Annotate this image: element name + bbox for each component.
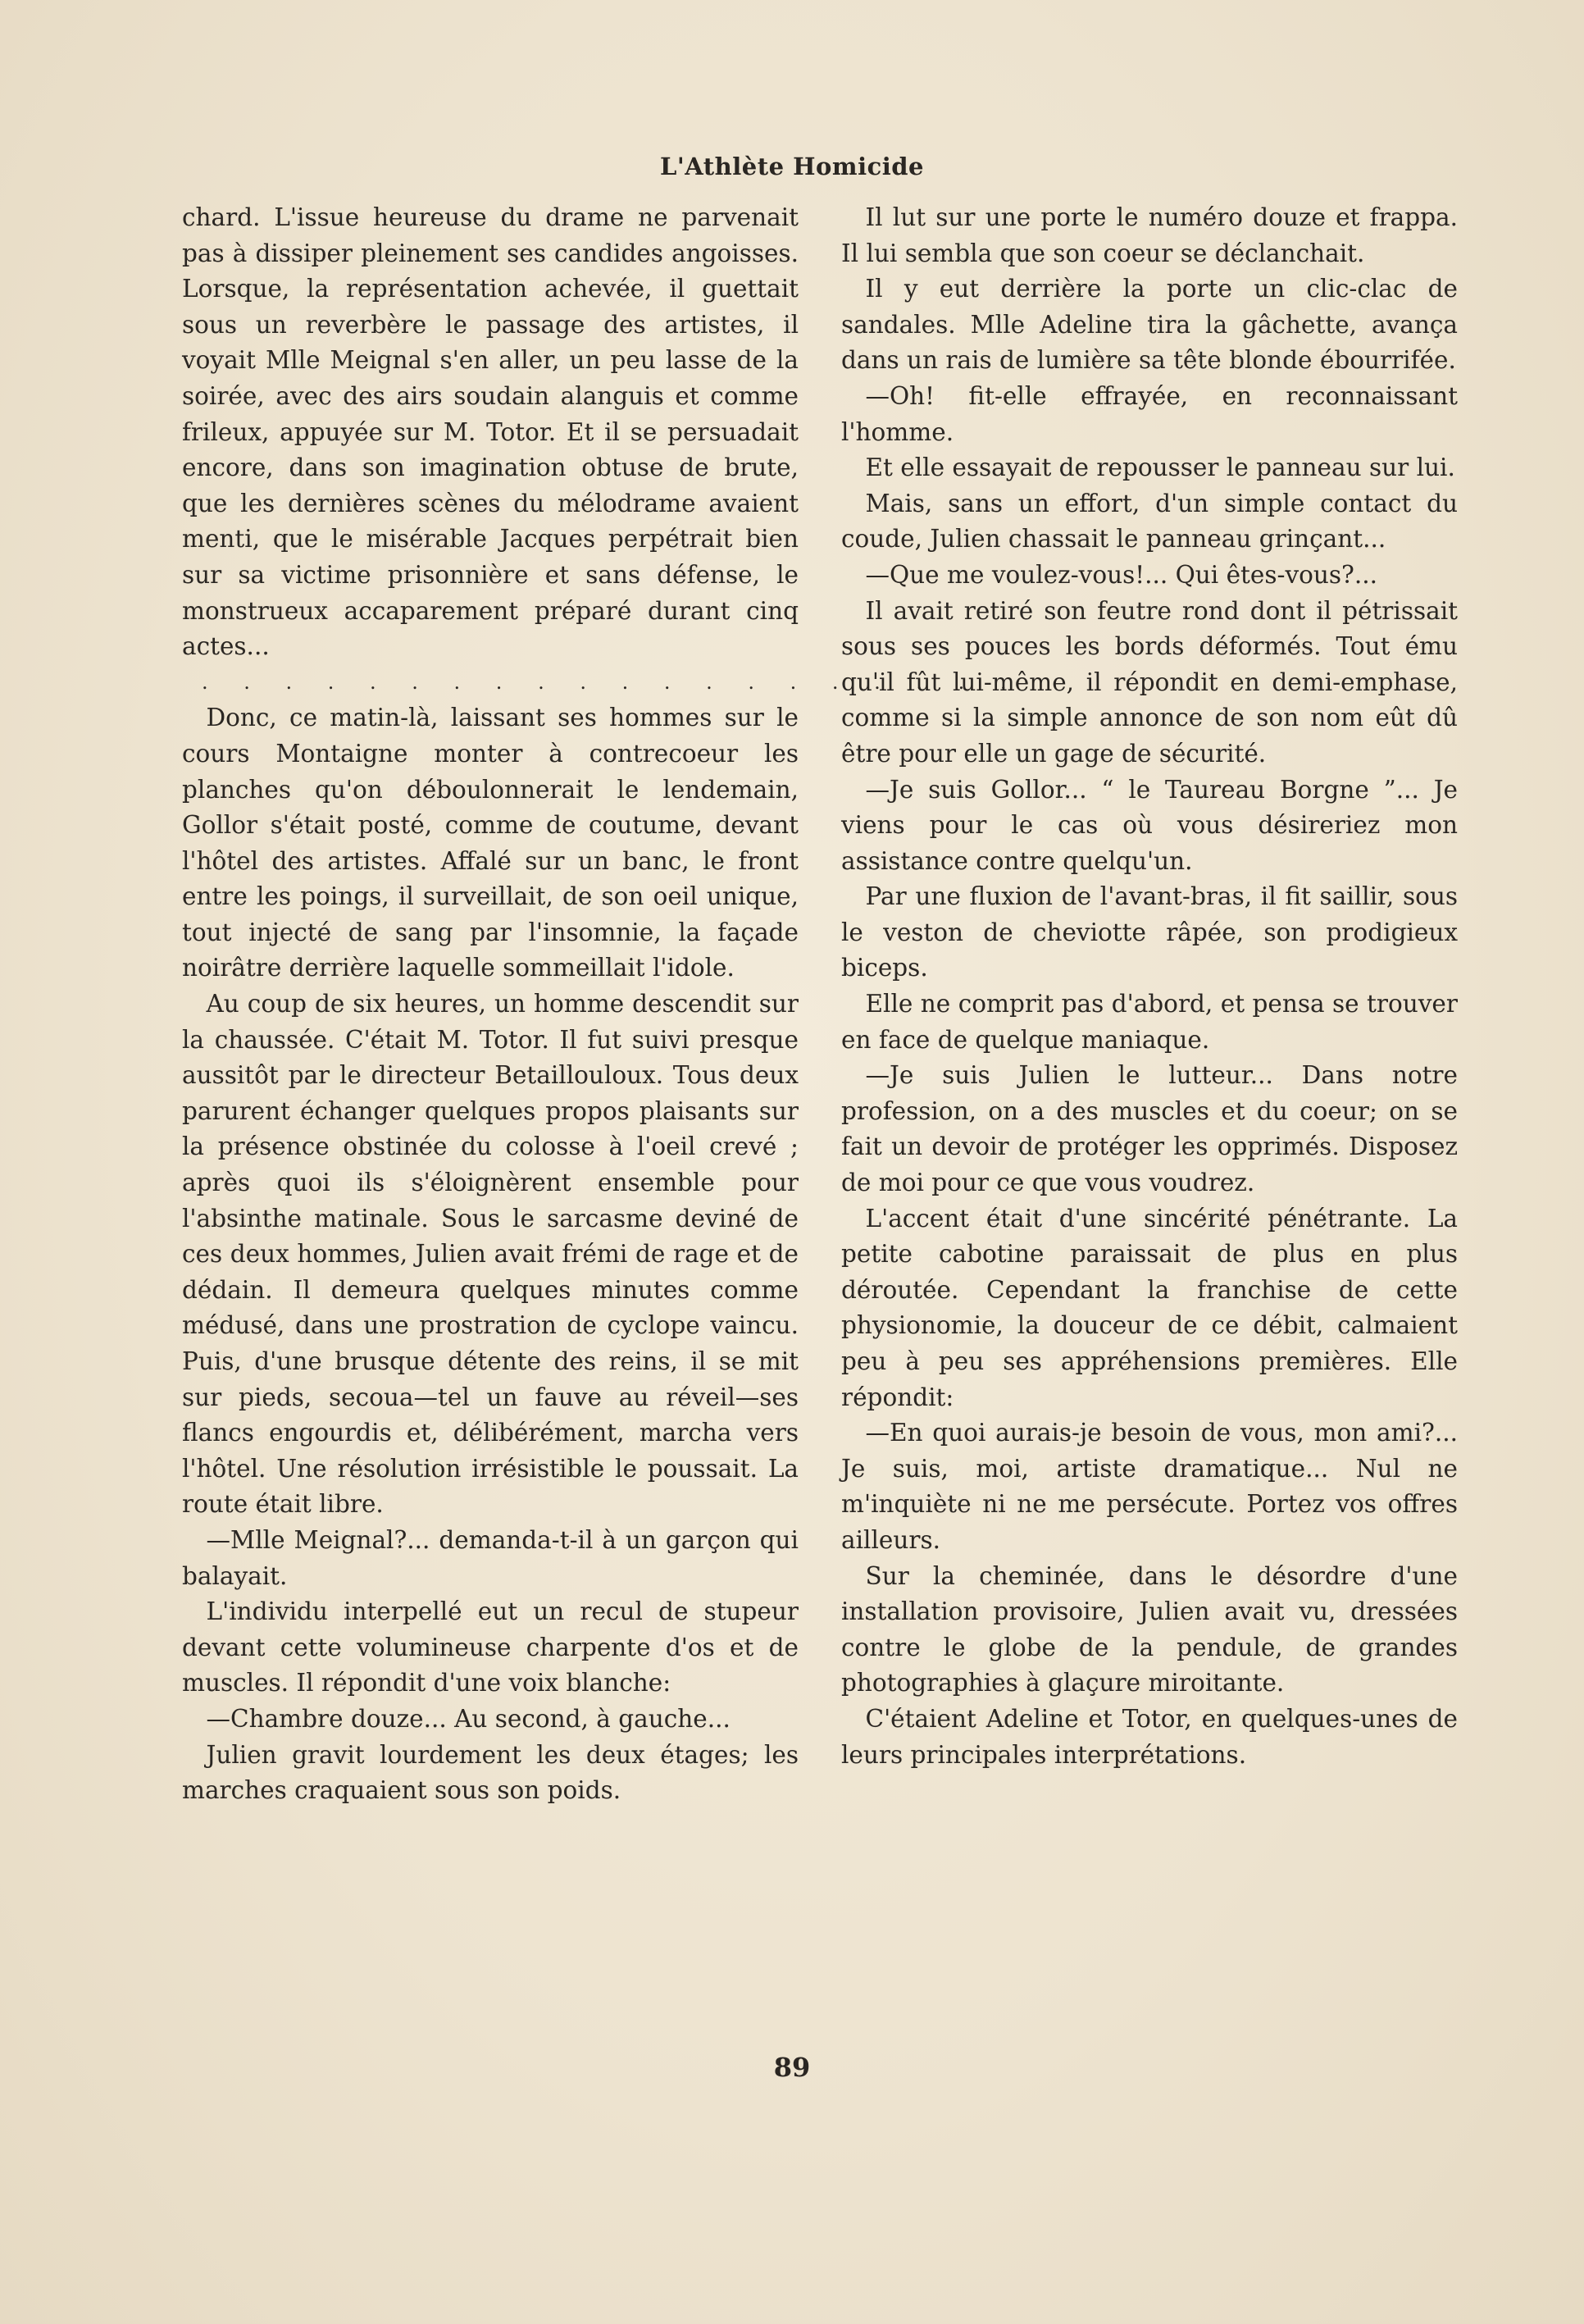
- right-column: [841, 200, 1458, 1773]
- paragraph: Et elle essayait de repousser le panneau sur lui.: [865, 453, 1455, 482]
- paragraph: Julien gravit lourdement les deux étages; les marches craquaient sous son poids.: [182, 1740, 799, 1805]
- paragraph: Par une fluxion de l'avant-bras, il fit saillir, sous le veston de cheviotte râpée, son prodigieux biceps.: [841, 882, 1458, 982]
- paragraph: L'individu interpellé eut un recul de stupeur devant cette volumineuse charpente d'os et de muscles. Il répondit d'une voix blanche:: [182, 1597, 799, 1697]
- paragraph: Mais, sans un effort, d'un simple contact du coude, Julien chassait le panneau grinçant...: [841, 489, 1458, 554]
- dialogue-paragraph: —Mlle Meignal?... demanda-t-il à un garçon qui balayait.: [182, 1525, 799, 1590]
- dialogue-paragraph: —Que me voulez-vous!... Qui êtes-vous?...: [865, 560, 1377, 589]
- paragraph: Elle ne comprit pas d'abord, et pensa se trouver en face de quelque maniaque.: [841, 990, 1458, 1054]
- dialogue-paragraph: —En quoi aurais-je besoin de vous, mon ami?... Je suis, moi, artiste dramatique... Nul ne m'inquiète ni ne me persécute. Portez vos offres ailleurs.: [841, 1419, 1458, 1554]
- paragraph: Il avait retiré son feutre rond dont il pétrissait sous ses pouces les bords déformés. Tout ému qu'il fût lui-même, il répondit en demi-emphase, comme si la simple annonce de son nom eût dû être pour elle un gage de sécurité.: [841, 596, 1458, 768]
- left-column: [182, 200, 1022, 1809]
- section-break-dots: . . . . . . . . . . . . . . . . . . . .: [202, 670, 1022, 694]
- dialogue-paragraph: —Je suis Gollor... “ le Taureau Borgne ”... Je viens pour le cas où vous désireriez mon assistance contre quelqu'un.: [841, 775, 1458, 875]
- paragraph: Donc, ce matin-là, laissant ses hommes sur le cours Montaigne monter à contrecoeur les planches qu'on déboulonnerait le lendemain, Gollor s'était posté, comme de coutume, devant l'hôtel des artistes. Affalé sur un banc, le front entre les poings, il surveillait, de son oeil unique, tout injecté de sang par l'insomnie, la façade noirâtre derrière laquelle sommeillait l'idole.: [182, 704, 799, 982]
- dialogue-paragraph: —Je suis Julien le lutteur... Dans notre profession, on a des muscles et du coeur; on se fait un devoir de protéger les opprimés. Disposez de moi pour ce que vous voudrez.: [841, 1061, 1458, 1197]
- dialogue-paragraph: —Oh! fit-elle effrayée, en reconnaissant l'homme.: [841, 381, 1458, 446]
- paragraph: C'étaient Adeline et Totor, en quelques-unes de leurs principales interprétations.: [841, 1704, 1458, 1769]
- paragraph: chard. L'issue heureuse du drame ne parvenait pas à dissiper pleinement ses candides angoisses. Lorsque, la représentation achevée, il guettait sous un reverbère le passage des artistes, il voyait Mlle Meignal s'en aller, un peu lasse de la soirée, avec des airs soudain alanguis et comme frileux, appuyée sur M. Totor. Et il se persuadait encore, dans son imagination obtuse de brute, que les dernières scènes du mélodrame avaient menti, que le misérable Jacques perpétrait bien sur sa victime prisonnière et sans défense, le monstrueux accaparement préparé durant cinq actes...: [182, 203, 799, 661]
- paragraph: Sur la cheminée, dans le désordre d'une installation provisoire, Julien avait vu, dressées contre le globe de la pendule, de grandes photographies à glaçure miroitante.: [841, 1561, 1458, 1697]
- running-head: L'Athlète Homicide: [660, 153, 924, 180]
- paragraph: Au coup de six heures, un homme descendit sur la chaussée. C'était M. Totor. Il fut suivi presque aussitôt par le directeur Betaillouloux. Tous deux parurent échanger quelques propos plaisants sur la présence obstinée du colosse à l'oeil crevé ; après quoi ils s'éloignèrent ensemble pour l'absinthe matinale. Sous le sarcasme deviné de ces deux hommes, Julien avait frémi de rage et de dédain. Il demeura quelques minutes comme médusé, dans une prostration de cyclope vaincu. Puis, d'une brusque détente des reins, il se mit sur pieds, secoua—tel un fauve au réveil—ses flancs engourdis et, délibérément, marcha vers l'hôtel. Une résolution irrésistible le poussait. La route était libre.: [182, 990, 799, 1519]
- dialogue-paragraph: —Chambre douze... Au second, à gauche...: [206, 1704, 731, 1733]
- paragraph: Il y eut derrière la porte un clic-clac de sandales. Mlle Adeline tira la gâchette, avança dans un rais de lumière sa tête blonde ébourrifée.: [841, 275, 1458, 375]
- paragraph: L'accent était d'une sincérité pénétrante. La petite cabotine paraissait de plus en plus déroutée. Cependant la franchise de cette physionomie, la douceur de ce débit, calmaient peu à peu ses appréhensions premières. Elle répondit:: [841, 1204, 1458, 1411]
- page-number: 89: [773, 2052, 811, 2083]
- paragraph: Il lut sur une porte le numéro douze et frappa. Il lui sembla que son coeur se déclanchait.: [841, 203, 1458, 267]
